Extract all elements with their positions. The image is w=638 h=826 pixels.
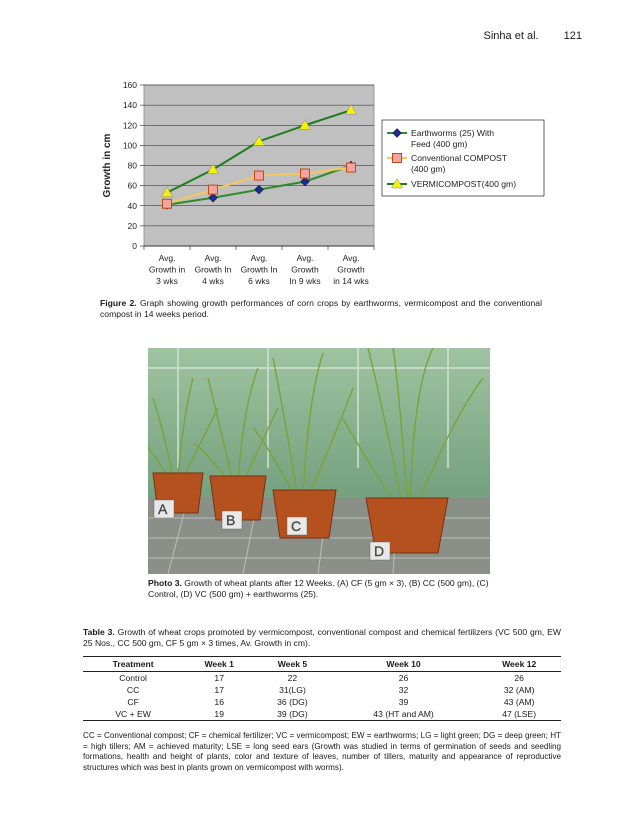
- header-treatment: Treatment: [83, 657, 183, 672]
- header-week-5: Week 5: [255, 657, 330, 672]
- x-tick-label: 3 wks: [156, 276, 178, 285]
- table-cell: 19: [183, 708, 255, 721]
- table-cell: 16: [214, 696, 224, 707]
- y-tick-label: 160: [122, 80, 137, 90]
- y-tick-label: 80: [127, 160, 137, 171]
- x-tick-label: Avg.: [204, 253, 222, 263]
- photo-3-caption: [148, 578, 508, 600]
- table-cell: Control: [119, 672, 147, 683]
- table-cell: 26: [514, 672, 524, 683]
- x-tick-label: Growth: [337, 264, 365, 275]
- legend-marker: [393, 154, 402, 163]
- x-tick-label: Avg.: [250, 253, 268, 263]
- x-tick-label: Avg.: [342, 253, 360, 263]
- table-row: [83, 708, 561, 721]
- table-cell: 26: [398, 672, 409, 683]
- y-tick-label: 120: [122, 120, 137, 131]
- table-cell: 39: [398, 696, 409, 707]
- legend-label: (400 gm): [411, 164, 446, 174]
- data-point: [301, 169, 310, 178]
- figure-2-label: Figure 2.: [100, 298, 137, 308]
- x-tick-label: in 14 wks: [333, 276, 369, 285]
- table-cell: 22: [287, 672, 298, 683]
- table-row: [83, 696, 561, 708]
- header-week-10: Week 10: [330, 657, 478, 672]
- x-tick-label: 6 wks: [248, 276, 270, 285]
- table-cell: 32: [398, 684, 409, 695]
- table-cell: 17: [214, 684, 224, 695]
- table-3-text: Growth of wheat crops promoted by vermicompost, conventional compost and chemical fertilizers (VC 500 gm, EW 25 Nos., CC 500 gm, CF 5 gm × 3 times, Av. Growth in cm).: [83, 627, 561, 648]
- data-point: [163, 199, 172, 208]
- header-week-1: Week 1: [183, 657, 255, 672]
- table-3-footnote: CC = Conventional compost; CF = chemical fertilizer; VC = vermicompost; EW = earthworms; LG = light green; DG = deep green; HT = high tillers; AM = achieved maturity; LSE = long seed ears (Growth was studied in terms of germination of seeds and seedling formations, health and height of plants, color and texture of leaves, number of tillers, maturity and appearance of reproductive structures which was best in plants grown on vermicompost with worms).: [83, 731, 561, 772]
- data-point: [209, 185, 218, 194]
- y-tick-label: 20: [127, 220, 137, 231]
- table-cell: 43 (AM): [503, 696, 535, 707]
- table-cell: 39 (DG): [255, 708, 330, 721]
- y-tick-label: 0: [132, 241, 137, 251]
- wheat-growth-table: [83, 656, 561, 721]
- photo-label-d: D: [374, 543, 385, 559]
- photo-illustration: [148, 348, 490, 574]
- table-cell: CC: [126, 684, 140, 695]
- y-tick-label: 40: [127, 200, 137, 211]
- data-point: [347, 163, 356, 172]
- page-number: 121: [563, 30, 582, 42]
- legend-label: VERMICOMPOST(400 gm): [411, 179, 517, 189]
- table-3-label: Table 3.: [83, 627, 115, 637]
- photo-label-c: C: [291, 518, 302, 534]
- x-tick-label: Avg.: [296, 253, 314, 263]
- table-cell: 17: [214, 672, 224, 683]
- photo-label-b: B: [226, 512, 236, 528]
- figure-2-caption: [100, 298, 542, 320]
- photo-label-a: A: [158, 501, 168, 517]
- table-cell: 32 (AM): [503, 684, 535, 695]
- wheat-plants-photo: [148, 348, 490, 574]
- photo-3-label: Photo 3.: [148, 578, 182, 588]
- table-cell: 47 (LSE): [477, 708, 561, 721]
- data-point: [255, 171, 264, 180]
- legend-label: Conventional COMPOST: [411, 153, 507, 163]
- table-cell: VC + EW: [83, 708, 183, 721]
- x-tick-label: Growth in: [148, 264, 186, 275]
- legend-label: Earthworms (25) With: [411, 128, 495, 138]
- table-3-caption: [83, 627, 561, 649]
- x-tick-label: Growth In: [194, 264, 232, 275]
- table-cell: 36 (DG): [277, 696, 308, 707]
- x-tick-label: 4 wks: [202, 276, 224, 285]
- table-row: [83, 684, 561, 696]
- x-tick-label: Avg.: [158, 253, 176, 263]
- legend-label: Feed (400 gm): [411, 139, 468, 149]
- table-header-row: [83, 657, 561, 672]
- y-tick-label: 100: [122, 140, 137, 151]
- x-tick-label: Growth In: [240, 264, 278, 275]
- table-cell: 31(LG): [279, 684, 306, 695]
- growth-line-chart: [96, 75, 558, 285]
- table-cell: CF: [127, 696, 139, 707]
- y-tick-label: 140: [122, 100, 137, 111]
- page-header: [462, 30, 582, 42]
- header-week-12: Week 12: [477, 657, 561, 672]
- photo-3-text: Growth of wheat plants after 12 Weeks. (A) CF (5 gm × 3), (B) CC (500 gm), (C) Control, (D) VC (500 gm) + earthworms (25).: [148, 578, 489, 599]
- table-row: [83, 672, 561, 685]
- author-running-head: Sinha et al.: [483, 30, 539, 42]
- y-tick-label: 60: [127, 180, 137, 191]
- x-tick-label: In 9 wks: [289, 276, 321, 285]
- table-cell: 43 (HT and AM): [330, 708, 478, 721]
- x-tick-label: Growth: [291, 264, 319, 275]
- y-axis-label: Growth in cm: [102, 133, 113, 198]
- figure-2-text: Graph showing growth performances of corn crops by earthworms, vermicompost and the conventional compost in 14 weeks period.: [100, 298, 542, 319]
